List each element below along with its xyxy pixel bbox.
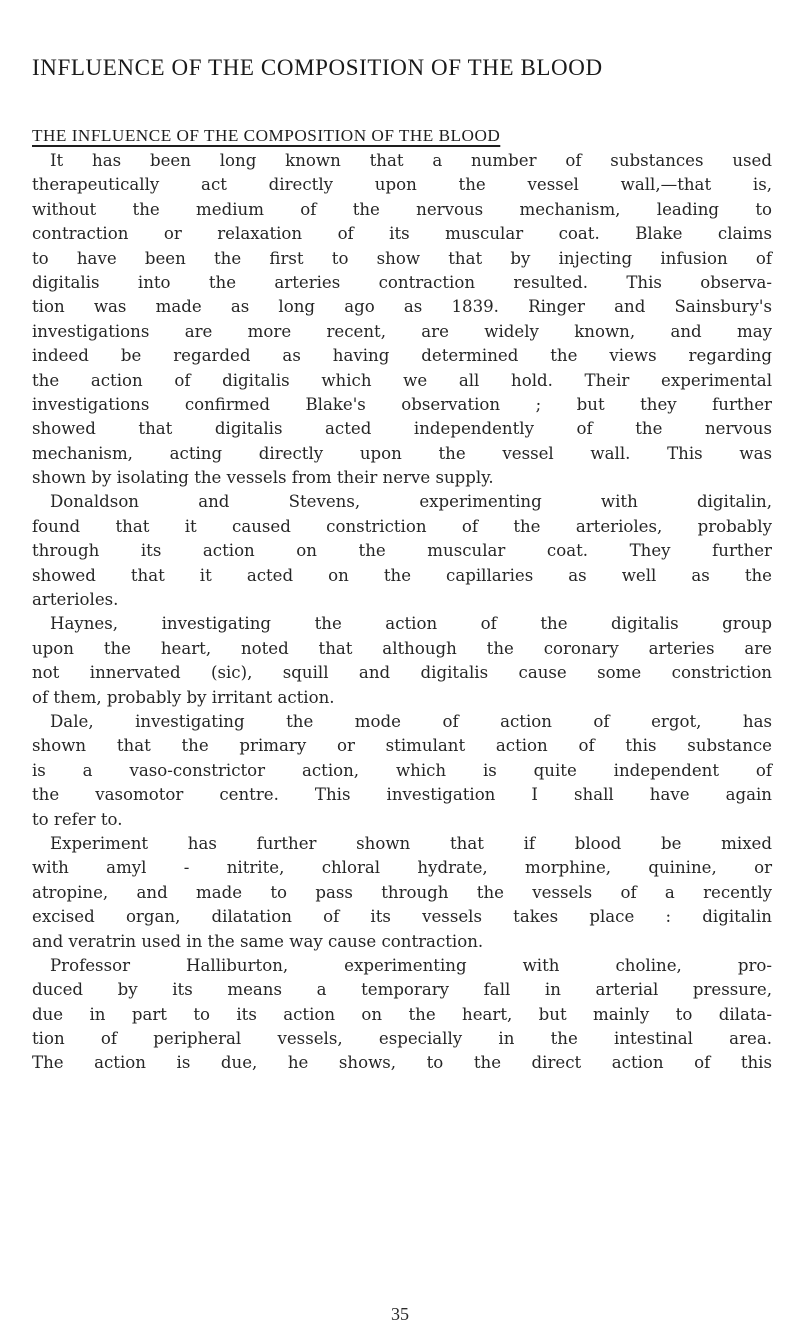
text-line: is a vaso-constrictor action, which is quite independent of [32,760,772,780]
text-line: Dale, investigating the mode of action of ergot, has [50,711,772,731]
text-line: upon the heart, noted that although the coronary arteries are [32,638,772,658]
text-line: investigations confirmed Blake's observation ; but they further [32,394,772,414]
text-line: mechanism, acting directly upon the vessel wall. This was [32,443,772,463]
text-line: shown by isolating the vessels from their nerve supply. [32,468,494,488]
text-line: without the medium of the nervous mechanism, leading to [32,199,772,219]
chapter-title: THE INFLUENCE OF THE COMPOSITION OF THE BLOOD [32,126,501,145]
body-text [32,149,772,1076]
text-line: due in part to its action on the heart, but mainly to dilata- [32,1004,772,1024]
text-line: to refer to. [32,809,123,829]
running-head: INFLUENCE OF THE COMPOSITION OF THE BLOOD [32,55,603,80]
text-line: the vasomotor centre. This investigation I shall have again [32,785,772,805]
text-line: indeed be regarded as having determined the views regarding [32,346,772,366]
text-line: not innervated (sic), squill and digitalis cause some constriction [32,663,772,683]
text-line: Experiment has further shown that if blood be mixed [50,833,772,853]
text-line: contraction or relaxation of its muscular coat. Blake claims [32,224,772,244]
text-line: showed that it acted on the capillaries as well as the [32,565,772,585]
text-line: of them, probably by irritant action. [32,687,335,707]
text-line: showed that digitalis acted independently of the nervous [32,419,772,439]
text-line: found that it caused constriction of the arterioles, probably [32,516,772,536]
text-line: It has been long known that a number of substances used [50,151,772,170]
text-line: Professor Halliburton, experimenting with choline, pro- [50,955,772,975]
text-line: shown that the primary or stimulant action of this substance [32,736,772,756]
page-number: 35 [391,1304,409,1324]
text-line: excised organ, dilatation of its vessels takes place : digitalin [32,907,772,927]
text-line: the action of digitalis which we all hold. Their experimental [32,370,772,390]
text-line: duced by its means a temporary fall in arterial pressure, [32,980,772,1000]
text-line: therapeutically act directly upon the vessel wall,—that is, [32,175,772,195]
text-line: tion was made as long ago as 1839. Ringer and Sainsbury's [32,297,772,317]
text-line: Haynes, investigating the action of the digitalis group [50,614,772,634]
text-line: tion of peripheral vessels, especially in the intestinal area. [32,1029,772,1049]
text-line: arterioles. [32,590,119,610]
text-line: with amyl - nitrite, chloral hydrate, morphine, quinine, or [32,858,772,878]
text-line: The action is due, he shows, to the direct action of this [32,1053,772,1073]
text-line: atropine, and made to pass through the vessels of a recently [32,882,772,902]
text-line: through its action on the muscular coat. They further [32,541,772,561]
text-line: investigations are more recent, are widely known, and may [32,321,772,341]
text-line: and veratrin used in the same way cause contraction. [32,931,484,951]
text-line: to have been the first to show that by injecting infusion of [32,248,772,268]
text-line: Donaldson and Stevens, experimenting with digitalin, [50,492,772,512]
text-line: digitalis into the arteries contraction resulted. This observa- [32,272,772,292]
